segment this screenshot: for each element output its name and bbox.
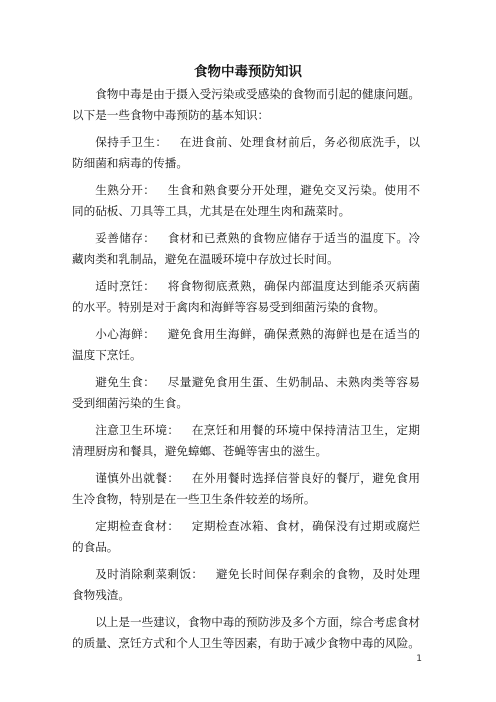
item-paragraph (72, 132, 420, 174)
item-heading: 避免生食： (95, 375, 156, 389)
item-paragraph (72, 180, 420, 222)
item-text: 定期检查冰箱、食材，确保没有过期或腐烂的食品。 (72, 519, 420, 554)
conclusion-paragraph: 以上是一些建议，食物中毒的预防涉及多个方面，综合考虑食材的质量、烹饪方式和个人卫生等因素，有助于减少食物中毒的风险。 (72, 615, 420, 650)
item-heading: 谨慎外出就餐： (95, 471, 180, 485)
item-heading: 适时烹饪： (95, 279, 156, 293)
item-heading: 定期检查食材： (95, 519, 180, 533)
document-body (72, 84, 420, 660)
item-heading: 生熟分开： (95, 183, 156, 197)
item-paragraph (72, 468, 420, 510)
item-heading: 妥善储存： (95, 231, 156, 245)
item-paragraph (72, 516, 420, 558)
item-heading: 及时消除剩菜剩饭： (95, 567, 204, 581)
item-text: 生食和熟食要分开处理，避免交叉污染。使用不同的砧板、刀具等工具，尤其是在处理生肉和蔬菜时。 (72, 183, 420, 218)
item-text: 避免长时间保存剩余的食物，及时处理食物残渣。 (72, 567, 420, 602)
item-text: 尽量避免食用生蛋、生奶制品、未熟肉类等容易受到细菌污染的生食。 (72, 375, 420, 410)
item-paragraph (72, 324, 420, 366)
item-paragraph (72, 372, 420, 414)
item-text: 在烹饪和用餐的环境中保持清洁卫生，定期清理厨房和餐具，避免蟑螂、苍蝇等害虫的滋生。 (72, 423, 420, 458)
item-paragraph (72, 420, 420, 462)
item-text: 在外用餐时选择信誉良好的餐厅，避免食用生冷食物，特别是在一些卫生条件较差的场所。 (72, 471, 420, 506)
page-number: 1 (416, 654, 422, 664)
item-heading: 注意卫生环境： (95, 423, 180, 437)
document-title: 食物中毒预防知识 (194, 64, 302, 80)
item-heading: 保持手卫生： (95, 135, 168, 149)
intro-paragraph: 食物中毒是由于摄入受污染或受感染的食物而引起的健康问题。以下是一些食物中毒预防的基本知识： (72, 87, 420, 122)
item-text: 在进食前、处理食材前后，务必彻底洗手，以防细菌和病毒的传播。 (72, 135, 420, 170)
item-text: 将食物彻底煮熟，确保内部温度达到能杀灭病菌的水平。特别是对于禽肉和海鲜等容易受到细菌污染的食物。 (72, 279, 420, 314)
item-paragraph (72, 228, 420, 270)
item-paragraph (72, 276, 420, 318)
item-text: 避免食用生海鲜，确保煮熟的海鲜也是在适当的温度下烹饪。 (72, 327, 420, 362)
item-text: 食材和已煮熟的食物应储存于适当的温度下。冷藏肉类和乳制品，避免在温暖环境中存放过长时间。 (72, 231, 420, 266)
item-paragraph (72, 564, 420, 606)
item-heading: 小心海鲜： (95, 327, 156, 341)
